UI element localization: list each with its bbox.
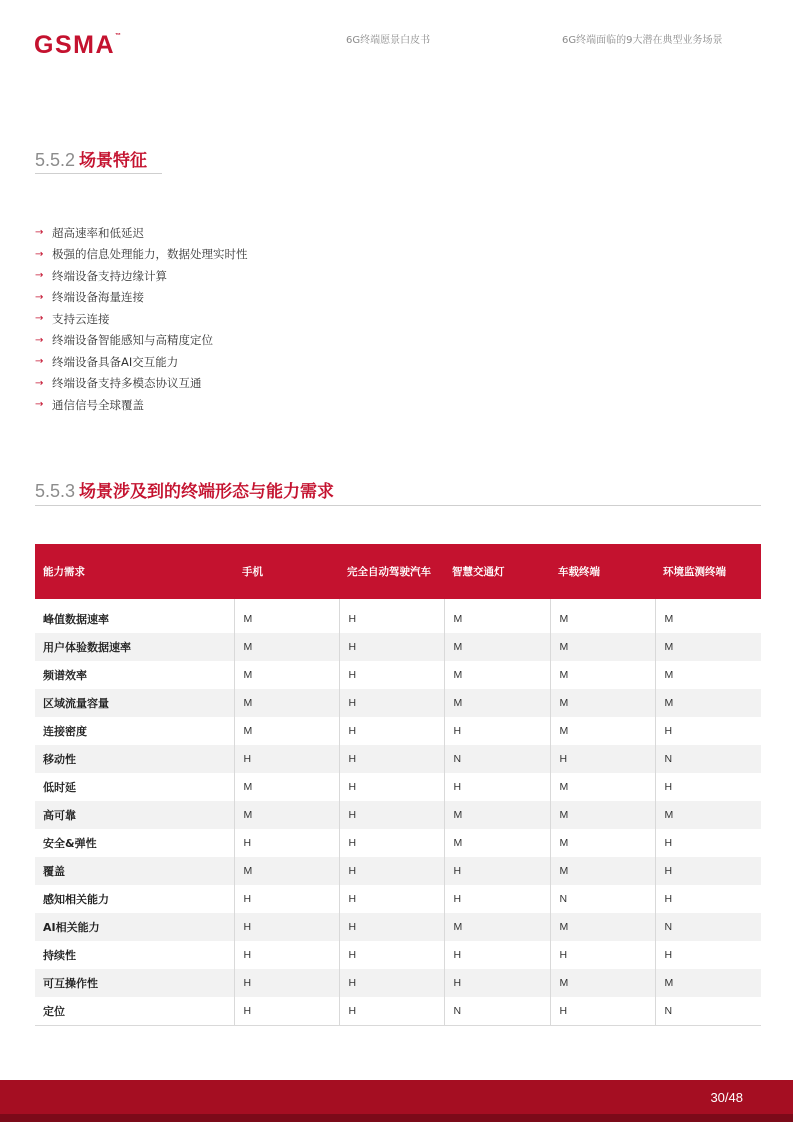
arrow-right-icon: → bbox=[35, 399, 44, 411]
table-cell: H bbox=[655, 941, 761, 969]
row-label: 持续性 bbox=[43, 949, 76, 962]
table-row bbox=[35, 773, 761, 801]
list-item-text: 极强的信息处理能力，数据处理实时性 bbox=[52, 247, 248, 262]
table-cell: M bbox=[444, 913, 550, 941]
logo-tm: ™ bbox=[115, 33, 121, 39]
table-cell: M bbox=[655, 661, 761, 689]
table-cell: H bbox=[339, 829, 444, 857]
table-cell: M bbox=[234, 801, 339, 829]
table-cell: M bbox=[234, 689, 339, 717]
row-label: 可互操作性 bbox=[35, 969, 234, 997]
table-cell: H bbox=[655, 885, 761, 913]
row-label: 安全&弹性 bbox=[43, 837, 97, 850]
table-cell: M bbox=[234, 773, 339, 801]
table-cell: M bbox=[550, 801, 655, 829]
table-row bbox=[35, 857, 761, 885]
section-title: 场景涉及到的终端形态与能力需求 bbox=[79, 482, 335, 502]
section-title: 场景特征 bbox=[79, 151, 148, 171]
table-cell: M bbox=[550, 969, 655, 997]
table-cell: M bbox=[444, 661, 550, 689]
row-label: 峰值数据速率 bbox=[43, 613, 109, 626]
list-item bbox=[35, 222, 248, 244]
table-cell: M bbox=[655, 801, 761, 829]
section-heading-requirements bbox=[35, 477, 334, 502]
table-cell: M bbox=[444, 829, 550, 857]
list-item bbox=[35, 308, 248, 330]
arrow-right-icon: → bbox=[35, 248, 44, 260]
list-item-text: 终端设备海量连接 bbox=[52, 290, 144, 305]
column-header: 环境监测终端 bbox=[655, 544, 761, 599]
list-item bbox=[35, 351, 248, 373]
section-number: 5.5.3 bbox=[35, 481, 76, 501]
heading-underline bbox=[35, 173, 162, 174]
section-number: 5.5.2 bbox=[35, 150, 76, 170]
row-label: 定位 bbox=[35, 997, 234, 1025]
table-cell: H bbox=[444, 941, 550, 969]
table-row bbox=[35, 689, 761, 717]
list-item bbox=[35, 373, 248, 395]
list-item-text: 通信信号全球覆盖 bbox=[52, 397, 144, 412]
table-cell: H bbox=[339, 969, 444, 997]
table-cell: M bbox=[550, 717, 655, 745]
row-label: 频谱效率 bbox=[43, 669, 87, 682]
arrow-right-icon: → bbox=[35, 227, 44, 239]
table-cell: H bbox=[234, 913, 339, 941]
table-row bbox=[35, 829, 761, 857]
table-cell: M bbox=[550, 689, 655, 717]
table-cell: H bbox=[444, 969, 550, 997]
table-row bbox=[35, 661, 761, 689]
table-cell: M bbox=[655, 599, 761, 633]
list-item-text: 终端设备支持边缘计算 bbox=[52, 268, 167, 283]
table-cell: N bbox=[550, 885, 655, 913]
table-cell: H bbox=[339, 885, 444, 913]
table-cell: H bbox=[339, 745, 444, 773]
table-cell: N bbox=[655, 913, 761, 941]
table-cell: H bbox=[550, 941, 655, 969]
table-cell: M bbox=[550, 773, 655, 801]
row-label: 移动性 bbox=[35, 745, 234, 773]
table-cell: H bbox=[339, 941, 444, 969]
table-cell: N bbox=[655, 997, 761, 1025]
table-cell: M bbox=[234, 717, 339, 745]
table-cell: M bbox=[444, 633, 550, 661]
logo-text: GSMA bbox=[34, 31, 115, 59]
arrow-right-icon: → bbox=[35, 377, 44, 389]
gsma-logo bbox=[34, 31, 121, 60]
arrow-right-icon: → bbox=[35, 291, 44, 303]
footer-bar bbox=[0, 1080, 793, 1122]
page-number: 30/48 bbox=[710, 1090, 743, 1105]
footer-stripe bbox=[0, 1114, 793, 1122]
arrow-right-icon: → bbox=[35, 356, 44, 368]
table-row bbox=[35, 885, 761, 913]
table-cell: H bbox=[339, 857, 444, 885]
table-cell: H bbox=[339, 599, 444, 633]
table-cell: H bbox=[234, 885, 339, 913]
table-cell: M bbox=[444, 599, 550, 633]
row-label: 低时延 bbox=[43, 781, 76, 794]
arrow-right-icon: → bbox=[35, 334, 44, 346]
table-row bbox=[35, 913, 761, 941]
table-cell: M bbox=[655, 633, 761, 661]
list-item-text: 终端设备智能感知与高精度定位 bbox=[52, 333, 213, 348]
list-item bbox=[35, 265, 248, 287]
header-doc-title: 6G终端愿景白皮书 bbox=[346, 35, 431, 46]
column-header: 手机 bbox=[234, 544, 339, 599]
table-row bbox=[35, 599, 761, 633]
table-cell: H bbox=[655, 773, 761, 801]
column-header: 能力需求 bbox=[35, 544, 234, 599]
table-cell: H bbox=[339, 689, 444, 717]
table-row bbox=[35, 745, 761, 773]
table-header-row bbox=[35, 544, 761, 599]
table-cell: H bbox=[339, 661, 444, 689]
list-item-text: 超高速率和低延迟 bbox=[52, 225, 144, 240]
row-label: 用户体验数据速率 bbox=[35, 633, 234, 661]
row-label: AI相关能力 bbox=[35, 913, 234, 941]
table-cell: M bbox=[234, 599, 339, 633]
list-item bbox=[35, 394, 248, 416]
table-cell: M bbox=[550, 857, 655, 885]
table-cell: M bbox=[550, 633, 655, 661]
table-cell: M bbox=[550, 829, 655, 857]
table-cell: H bbox=[339, 801, 444, 829]
table-cell: M bbox=[550, 661, 655, 689]
table-cell: M bbox=[550, 599, 655, 633]
header-chapter-title: 6G终端面临的9大潜在典型业务场景 bbox=[562, 35, 723, 46]
table-cell: H bbox=[339, 913, 444, 941]
table-cell: M bbox=[550, 913, 655, 941]
column-header: 智慧交通灯 bbox=[444, 544, 550, 599]
arrow-right-icon: → bbox=[35, 270, 44, 282]
table-cell: M bbox=[234, 661, 339, 689]
table-cell: H bbox=[234, 745, 339, 773]
table-cell: M bbox=[655, 969, 761, 997]
table-cell: H bbox=[444, 773, 550, 801]
table-cell: M bbox=[444, 689, 550, 717]
table-cell: H bbox=[234, 969, 339, 997]
table-cell: H bbox=[444, 857, 550, 885]
list-item-text: 终端设备支持多模态协议互通 bbox=[52, 376, 202, 391]
list-item-text: 终端设备具备AI交互能力 bbox=[52, 354, 179, 369]
table-cell: H bbox=[234, 997, 339, 1025]
row-label: 高可靠 bbox=[35, 801, 234, 829]
table-row bbox=[35, 717, 761, 745]
list-item bbox=[35, 287, 248, 309]
table-row bbox=[35, 633, 761, 661]
table-row bbox=[35, 941, 761, 969]
table-cell: H bbox=[550, 997, 655, 1025]
requirements-table bbox=[35, 544, 761, 1026]
table-cell: M bbox=[234, 857, 339, 885]
list-item bbox=[35, 244, 248, 266]
table-cell: H bbox=[339, 717, 444, 745]
row-label: 覆盖 bbox=[35, 857, 234, 885]
table-row bbox=[35, 969, 761, 997]
table-cell: N bbox=[444, 997, 550, 1025]
list-item-text: 支持云连接 bbox=[52, 311, 110, 326]
table-cell: N bbox=[444, 745, 550, 773]
table-cell: H bbox=[655, 829, 761, 857]
table-cell: H bbox=[444, 717, 550, 745]
table-row bbox=[35, 997, 761, 1025]
table-cell: H bbox=[655, 857, 761, 885]
table-cell: M bbox=[234, 633, 339, 661]
row-label: 区域流量容量 bbox=[35, 689, 234, 717]
feature-list bbox=[35, 222, 248, 416]
list-item bbox=[35, 330, 248, 352]
column-header: 车载终端 bbox=[550, 544, 655, 599]
table-cell: N bbox=[655, 745, 761, 773]
table-body bbox=[35, 599, 761, 1025]
table-cell: H bbox=[234, 941, 339, 969]
heading-underline bbox=[35, 505, 761, 506]
row-label: 连接密度 bbox=[43, 725, 87, 738]
table-cell: H bbox=[339, 773, 444, 801]
table-cell: H bbox=[444, 885, 550, 913]
row-label: 感知相关能力 bbox=[43, 893, 109, 906]
table-cell: H bbox=[655, 717, 761, 745]
column-header: 完全自动驾驶汽车 bbox=[339, 544, 444, 599]
table-cell: M bbox=[655, 689, 761, 717]
table-cell: M bbox=[444, 801, 550, 829]
table-cell: H bbox=[234, 829, 339, 857]
section-heading-features bbox=[35, 146, 147, 171]
table-cell: H bbox=[550, 745, 655, 773]
arrow-right-icon: → bbox=[35, 313, 44, 325]
table-row bbox=[35, 801, 761, 829]
table-cell: H bbox=[339, 633, 444, 661]
table-cell: H bbox=[339, 997, 444, 1025]
